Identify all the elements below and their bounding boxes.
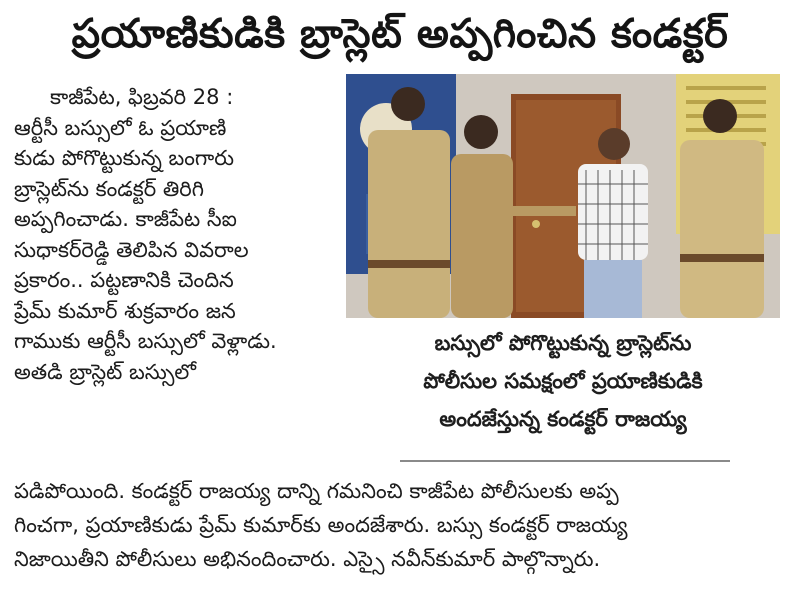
article-line: బ్రాస్లెట్‌ను కండక్టర్ తిరిగి (14, 176, 205, 201)
article-line: పడిపోయింది. కండక్టర్ రాజయ్య దాన్ని గమనించి కాజీపేట పోలీసులకు అప్ప (14, 479, 619, 503)
caption-line: అందజేస్తున్న కండక్టర్ రాజయ్య (439, 407, 687, 431)
article-line: ఆర్టీసీ బస్సులో ఓ ప్రయాణి (14, 115, 227, 140)
news-photo-illustration (346, 74, 780, 318)
article-line: అప్పగించాడు. కాజీపేట సీఐ (14, 207, 237, 231)
article-line: కాజీపేట, ఫిబ్రవరి 28 : (50, 85, 234, 109)
article-line: అతడి బ్రాస్లెట్ బస్సులో (14, 359, 196, 384)
article-column-text (14, 82, 332, 387)
news-photo (346, 74, 780, 318)
article-line: గించగా, ప్రయాణికుడు ప్రేమ్ కుమార్‌కు అందజేశారు. బస్సు కండక్టర్ రాజయ్య (14, 513, 628, 537)
photo-caption (346, 324, 780, 438)
caption-line: బస్సులో పోగొట్టుకున్న బ్రాస్లెట్‌ను (434, 331, 692, 355)
headline: ప్రయాణికుడికి బ్రాస్లెట్ అప్పగించిన కండక్టర్ (71, 11, 729, 57)
article-line: సుధాకర్‌రెడ్డి తెలిపిన వివరాల (14, 237, 249, 262)
article-line: నిజాయితీని పోలీసులు అభినందించారు. ఎస్సై నవీన్‌కుమార్ పాల్గొన్నారు. (14, 547, 601, 571)
caption-line: పోలీసుల సమక్షంలో ప్రయాణికుడికి (423, 369, 703, 393)
article-line: కుడు పోగొట్టుకున్న బంగారు (14, 146, 234, 170)
article-full-width-text (14, 474, 786, 576)
article-line: ప్రకారం.. పట్టణానికి చెందిన (14, 268, 234, 292)
article-line: గాముకు ఆర్టీసీ బస్సులో వెళ్లాడు. (14, 329, 277, 353)
caption-divider (400, 460, 730, 462)
article-line: ప్రేమ్ కుమార్ శుక్రవారం జన (14, 298, 236, 323)
